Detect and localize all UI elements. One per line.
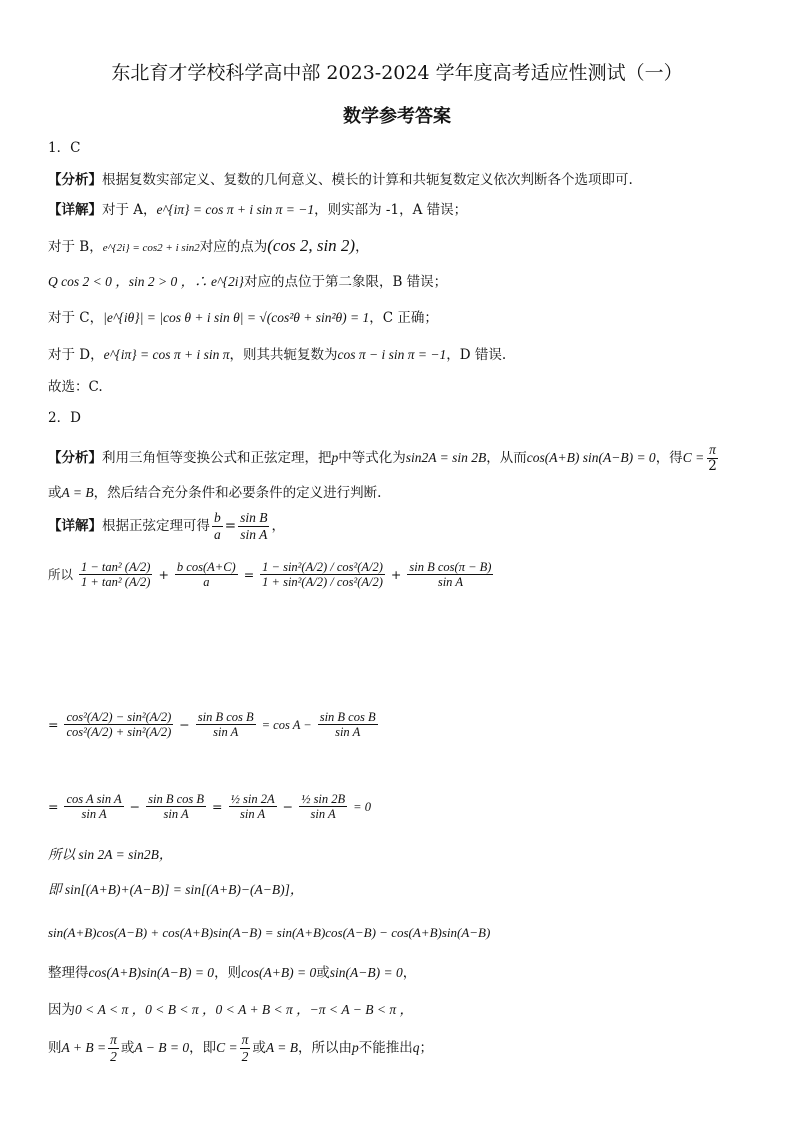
frac-num: cos²(A/2) − sin²(A/2)	[66, 710, 172, 724]
zhengli-mid: ，则	[214, 965, 242, 981]
final-q: q	[412, 1040, 420, 1055]
document-subtitle: 数学参考答案	[343, 106, 451, 127]
frac-half-sin2B	[299, 792, 347, 822]
q2-analysis-3: ，从而	[486, 450, 527, 466]
q2-analysis-c: C =	[682, 450, 705, 465]
q1-c-expr: |e^{iθ}| = |cos θ + i sin θ| = √(cos²θ + sin²θ) = 1	[103, 310, 370, 325]
frac-big	[260, 560, 385, 590]
q2-line-so2: 所以 sin 2A = sin2B，	[48, 847, 173, 862]
frac-sinBcosB-2	[318, 710, 378, 740]
frac-num: sin B cos B	[319, 710, 376, 724]
frac-den: sin A	[239, 807, 266, 822]
frac-den: 2	[110, 1049, 117, 1064]
frac-sinBcosB-3	[146, 792, 206, 822]
q2-line-zhengli	[48, 964, 416, 982]
q2-line-final	[48, 1030, 433, 1066]
document-title: 东北育才学校科学高中部 2023-2024 学年度高考适应性测试（一）	[111, 62, 683, 84]
plus-sign: +	[158, 566, 169, 582]
frac-num: π	[110, 1032, 117, 1048]
eq-zero: = 0	[353, 799, 371, 814]
q2-analysis-line2	[48, 484, 381, 502]
zhengli-post: ，	[402, 965, 417, 981]
q1-analysis-text: 根据复数实部定义、复数的几何意义、模长的计算和共轭复数定义依次判断各个选项即可.	[102, 172, 633, 188]
q1-d-mid: ，则其共轭复数为	[229, 347, 338, 363]
frac-sinBcos	[407, 560, 493, 590]
frac-den: cos²(A/2) + sin²(A/2)	[66, 725, 172, 740]
q1-b-mid: 对应的点为	[199, 239, 268, 255]
frac-num: sin B	[240, 510, 268, 526]
q2-analysis	[48, 441, 721, 475]
frac-den: sin A	[81, 807, 107, 822]
frac-bcos	[175, 560, 238, 590]
q2-line-ji: 即 sin[(A+B)+(A−B)] = sin[(A+B)−(A−B)]，	[48, 882, 304, 897]
frac-num: cos A sin A	[66, 792, 122, 806]
q2-analysis-ab: A = B	[61, 485, 94, 500]
final-c: C =	[216, 1040, 238, 1055]
range-expr: 0 < A < π ，0 < B < π ，0 < A + B < π ，−π < A − B < π ，	[75, 1002, 414, 1017]
frac-pi-2-a	[108, 1032, 119, 1064]
frac-num: π	[241, 1032, 249, 1048]
q2-analysis-or: 或	[48, 485, 62, 501]
frac-num: b	[214, 510, 221, 526]
q1-b-point: (cos 2, sin 2)	[267, 236, 356, 255]
frac-den: sin A	[335, 725, 361, 740]
q2-step3	[48, 792, 371, 822]
q1-c-post: ，C 正确；	[369, 310, 438, 326]
q1-a-expr: e^{iπ} = cos π + i sin π = −1	[156, 202, 315, 217]
q2-answer: 2．D	[48, 410, 81, 426]
final-post1: ，所以由	[297, 1040, 352, 1056]
frac-den: sin A	[240, 527, 268, 542]
q1-a-post: ，则实部为 -1，A 错误；	[314, 202, 468, 218]
frac-den: sin A	[163, 807, 189, 822]
final-p: p	[351, 1040, 359, 1055]
final-ji: ，即	[189, 1040, 217, 1056]
q2-step1	[48, 560, 495, 590]
frac-den: 1 + tan² (A/2)	[81, 575, 151, 590]
q1-d-post: ，D 错误.	[446, 347, 507, 363]
q2-analysis-1: 利用三角恒等变换公式和正弦定理，把	[102, 450, 332, 466]
zhengli-e3: sin(A−B) = 0	[329, 965, 403, 980]
q1-b-pre: 对于 B，	[48, 239, 103, 255]
q1-analysis-tag: 【分析】	[48, 172, 102, 188]
q2-analysis-eq2: cos(A+B) sin(A−B) = 0	[526, 450, 656, 465]
so-text: 所以	[48, 566, 74, 582]
frac-num: sin B cos B	[148, 792, 205, 806]
q1-analysis	[48, 171, 633, 189]
q1-answer: 1．C	[48, 140, 81, 156]
frac-den: 2	[241, 1049, 249, 1064]
zhengli-e1: cos(A+B)sin(A−B) = 0	[88, 965, 215, 980]
q2-detail-1: 根据正弦定理可得	[102, 518, 210, 534]
frac-num: sin B cos B	[197, 710, 254, 724]
frac-num: ½ sin 2B	[301, 792, 346, 806]
minus-sign: −	[282, 798, 294, 814]
q2-analysis-eq: sin2A = sin 2B	[405, 450, 487, 465]
frac-num: b cos(A+C)	[176, 560, 236, 574]
frac-num: 1 − tan² (A/2)	[81, 560, 151, 574]
minus-sign: −	[179, 716, 190, 732]
q2-analysis-p: p	[331, 450, 339, 465]
frac-cosAsinA	[64, 792, 123, 822]
q1-choice: 故选：C.	[48, 379, 103, 395]
q1-detail-q	[48, 273, 447, 291]
q2-line-range	[48, 1001, 413, 1019]
q2-analysis-line2-text: ，然后结合充分条件和必要条件的定义进行判断.	[93, 485, 382, 501]
frac-den: sin A	[213, 725, 239, 740]
frac-sinBcosB	[196, 710, 256, 740]
plus-sign: +	[390, 566, 402, 582]
zhengli-or: 或	[316, 965, 330, 981]
eq-sign: =	[243, 566, 255, 582]
eq-sign: =	[224, 518, 237, 534]
frac-den: a	[203, 575, 210, 590]
q1-detail-a	[48, 201, 467, 219]
q1-detail-b	[48, 237, 369, 257]
q1-b-expr: e^{2i} = cos2 + i sin2	[102, 242, 200, 254]
q1-detail-d	[48, 346, 506, 364]
eq-sign: =	[48, 798, 59, 814]
q1-detail-c	[48, 309, 438, 327]
eq-sign: =	[212, 798, 223, 814]
q1-q-expr: Q cos 2 < 0 ，sin 2 > 0 ，∴ e^{2i}	[48, 274, 244, 289]
frac-pi-2-b	[240, 1032, 251, 1064]
frac-num: π	[709, 442, 716, 458]
q2-line-expand: sin(A+B)cos(A−B) + cos(A+B)sin(A−B) = sin(A+B)cos(A−B) − cos(A+B)sin(A−B)	[48, 925, 491, 940]
frac-num: sin B cos(π − B)	[409, 560, 492, 574]
frac-den: sin A	[310, 807, 336, 822]
final-pre: 则	[48, 1040, 62, 1056]
q2-analysis-4: ，得	[655, 450, 683, 466]
frac-num: ½ sin 2A	[230, 792, 275, 806]
q2-detail-tag: 【详解】	[48, 518, 102, 534]
eq-sign: =	[48, 716, 59, 732]
frac-cos2	[64, 710, 173, 740]
cosA-minus: = cos A −	[261, 717, 312, 732]
final-or: 或	[120, 1040, 135, 1056]
frac-den: 1 + sin²(A/2) / cos²(A/2)	[262, 575, 383, 590]
frac-den: 2	[708, 458, 717, 474]
q1-d-pre: 对于 D，	[48, 347, 104, 363]
q2-detail-sine-rule	[48, 508, 285, 544]
q2-analysis-tag: 【分析】	[48, 450, 102, 466]
q2-analysis-pi-frac	[706, 442, 719, 474]
final-or2: 或	[252, 1040, 266, 1056]
final-end: ；	[419, 1040, 433, 1056]
q1-d-expr2: cos π − i sin π = −1	[337, 347, 447, 362]
frac-tan	[79, 560, 152, 590]
q1-a-pre: 对于 A，	[102, 202, 157, 218]
frac-den: sin A	[437, 575, 463, 590]
frac-sinB-over-sinA	[238, 510, 269, 542]
final-ab: A + B =	[61, 1040, 107, 1055]
q1-d-expr: e^{iπ} = cos π + i sin π	[103, 347, 230, 362]
final-aeqb: A = B	[265, 1040, 298, 1055]
minus-sign: −	[129, 798, 141, 814]
frac-b-over-a	[212, 510, 223, 542]
zhengli-pre: 整理得	[48, 965, 89, 981]
q1-c-pre: 对于 C，	[48, 310, 104, 326]
q1-b-post: ，	[355, 239, 369, 255]
final-amb: A − B = 0	[134, 1040, 190, 1055]
q1-q-text: 对应的点位于第二象限，B 错误；	[243, 274, 448, 290]
q2-step2	[48, 710, 380, 740]
final-post2: 不能推出	[358, 1040, 413, 1056]
frac-den: a	[214, 527, 221, 542]
comma: ，	[271, 518, 285, 534]
frac-half-sin2A	[229, 792, 277, 822]
zhengli-e2: cos(A+B) = 0	[241, 965, 317, 980]
q1-detail-tag: 【详解】	[48, 202, 102, 218]
range-pre: 因为	[48, 1002, 75, 1018]
q2-analysis-2: 中等式化为	[338, 450, 406, 466]
frac-num: 1 − sin²(A/2) / cos²(A/2)	[262, 560, 383, 574]
